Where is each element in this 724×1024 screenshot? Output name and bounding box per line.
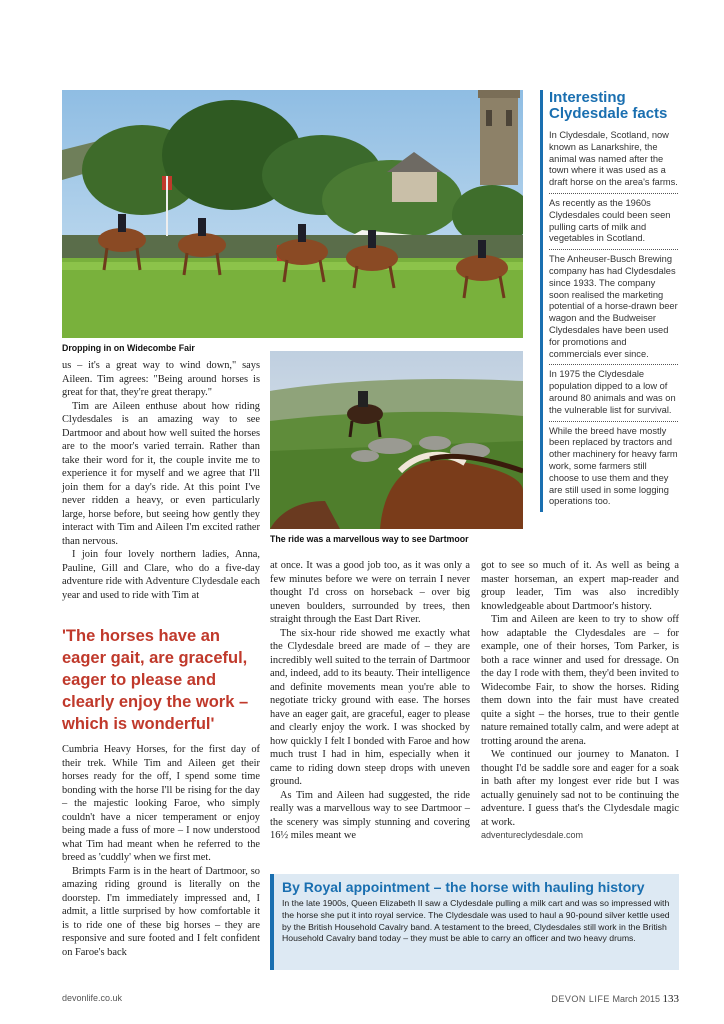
fact-item: In 1975 the Clydesdale population dipped to a low of around 80 animals and was on the vulnerable list for survival.: [549, 365, 678, 421]
page-number: 133: [662, 993, 679, 1005]
article-column-1-continued: [62, 743, 260, 959]
clydesdale-facts-sidebar: [540, 90, 678, 512]
paragraph: As Tim and Aileen had suggested, the ride really was a marvellous way to see Dartmoor – the scenery was simply stunning and covering 16½ miles meant we: [270, 789, 470, 841]
article-column-2: [270, 559, 470, 843]
photo-widecombe-fair: [62, 90, 523, 338]
photo-dartmoor-ride: [270, 351, 523, 529]
paragraph: us – it's a great way to wind down," says Aileen. Tim agrees: "Being around horses is great for that, they're great therapy.": [62, 360, 260, 398]
paragraph: Brimpts Farm is in the heart of Dartmoor, so amazing riding ground is literally on the doorstep. I'm immediately impressed and, I admit, a little surprised by how comfortable it is to ride one of these big horses – they are responsive and sure footed and I felt confident on Faroe's back: [62, 865, 260, 958]
paragraph: The six-hour ride showed me exactly what the Clydesdale breed are made of – they are incredibly well suited to the terrain of Dartmoor and, indeed, add to its beauty. Their intelligence and definite movements mean you're able to negotiate tricky ground with ease. The horses have an eager gait, are graceful, eager to please and clearly enjoy the work. I was shocked by how quickly I felt I bonded with Faroe and how much trust I had in him, especially when it came to riding down steep drops with uneven ground.: [270, 627, 470, 787]
paragraph: I join four lovely northern ladies, Anna, Pauline, Gill and Clare, who do a five-day adventure ride with Adventure Clydesdale each year and used to ride with Tim at: [62, 549, 260, 601]
article-column-1: [62, 359, 260, 602]
website-link[interactable]: adventureclydesdale.com: [481, 830, 584, 840]
pull-quote: 'The horses have an eager gait, are graceful, eager to please and clearly enjoy the work – which is wonderful': [62, 627, 249, 733]
magazine-name: DEVON LIFE: [551, 994, 610, 1004]
fact-item: In Clydesdale, Scotland, now known as Lanarkshire, the animal was named after the town where it was used as a draft horse on the area's farms.: [549, 126, 678, 194]
paragraph: Cumbria Heavy Horses, for the first day of their trek. While Tim and Aileen get their horses ready for the off, I spend some time bonding with the horse I'll be rising for the day – the majestic looking Faroe, who simply couldn't have a nicer temperament or enjoy being made a fuss of more – I now understood what Tim had meant when he referred to the breed as 'cuddly' when we first met.: [62, 744, 260, 863]
footer-publication: [540, 993, 679, 1005]
fact-item: While the breed have mostly been replaced by tractors and other machinery for heavy farm work, some farmers still choose to use them and they are still used in some logging operations too.: [549, 425, 678, 507]
paragraph: Tim and Aileen are keen to try to show off how adaptable the Clydesdales are – for example, one of their horses, Tom Parker, is both a race winner and used for dressage. On the day I rode with them, they'd been invited to Widecombe Fair, to show the horses. Riding them down into the fair must have created quite a sight – the horses, true to their gentle nature remained totally calm, and were adept at trotting around the arena.: [481, 614, 679, 747]
fact-item: As recently as the 1960s Clydesdales could been seen pulling carts of milk and vegetables in Scotland.: [549, 194, 678, 250]
sidebar-title: Interesting Clydesdale facts: [549, 89, 668, 122]
paragraph: Tim are Aileen enthuse about how riding Clydesdales is an amazing way to see Dartmoor and about how well suited the horses are to the moor's varied terrain. Rather than take their word for it, the couple invite me to experience it for myself and we agree that I'll join them for a day's ride. At this point I've never ridden a heavy, or even particularly large, horse before, but seeing how gently they interact with Tim and Aileen I'm excited rather than nervous.: [62, 400, 260, 547]
fact-item: The Anheuser-Busch Brewing company has had Clydesdales since 1933. The company soon realised the marketing potential of a horse-drawn beer wagon and the Budweiser Clydesdales have been used for promotions and commercials ever since.: [549, 250, 678, 365]
paragraph: We continued our journey to Manaton. I thought I'd be saddle sore and eager for a soak in bath after my longest ever ride but I was actually genuinely sad not to be continuing the adventure. I guess that's the Clydesdale magic at work.: [481, 749, 679, 828]
photo2-caption: The ride was a marvellous way to see Dartmoor: [270, 534, 469, 544]
photo1-caption: Dropping in on Widecombe Fair: [62, 343, 195, 353]
royal-box-title: By Royal appointment – the horse with hauling history: [282, 879, 645, 895]
royal-appointment-box: [270, 874, 679, 970]
royal-box-body: In the late 1900s, Queen Elizabeth II saw a Clydesdale pulling a milk cart and was so impressed with the horse she put it into royal service. The Clydesdale was used to haul a 90-pound silver kettle used by the British Household Cavalry band. A testament to the breed, Clydesdales still work in the British Household Cavalry band today – they must be able to carry an officer and two heavy drums.: [282, 898, 670, 944]
paragraph: got to see so much of it. As well as being a master horseman, an expert map-reader and group leader, Tim was also incredibly knowledgeable about Dartmoor's history.: [481, 560, 679, 612]
issue-date: March 2015: [612, 994, 660, 1004]
paragraph: at once. It was a good job too, as it was only a few minutes before we were on terrain I never thought I'd cross on horseback – over big uneven boulders, surrounded by trees, then straight through the East Dart River.: [270, 560, 470, 625]
article-column-3: [481, 559, 679, 843]
footer-website: devonlife.co.uk: [62, 993, 123, 1003]
